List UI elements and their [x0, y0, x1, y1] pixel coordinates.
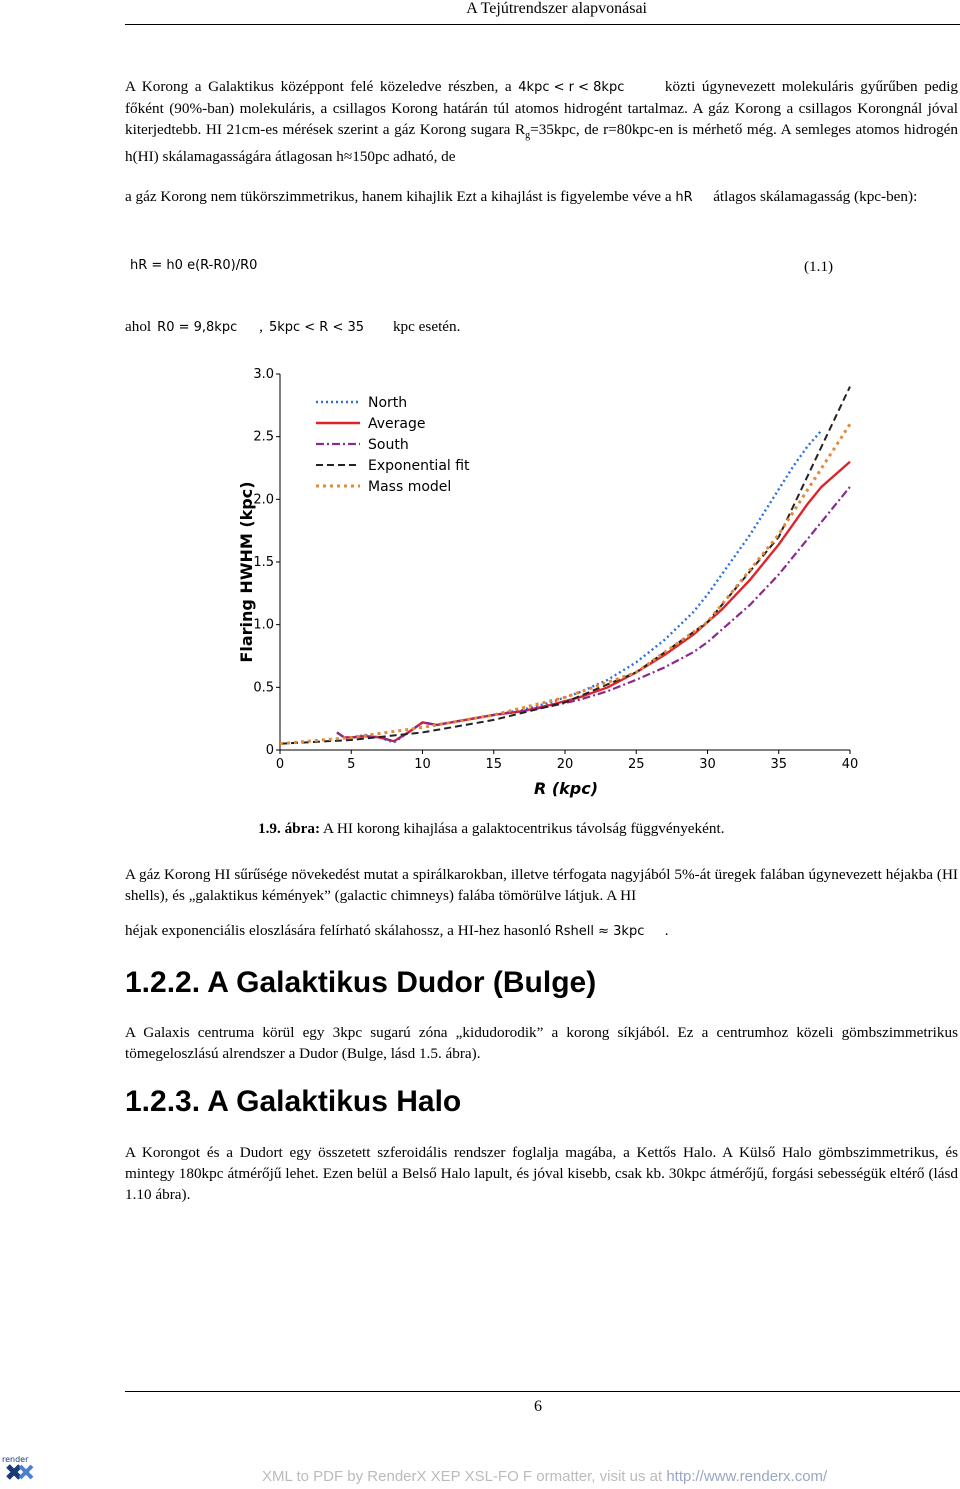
chart-y-tick-label: 2.0 [253, 492, 274, 508]
formula-r-interval: 5kpc < R < 35 [268, 319, 365, 335]
footer-rule [125, 1391, 960, 1392]
flaring-chart [218, 362, 868, 802]
where-tail: kpc esetén. [392, 318, 461, 335]
formula-rshell: Rshell ≈ 3kpc [554, 924, 645, 940]
chart-x-tick-label: 0 [275, 757, 285, 772]
chart-x-tick-label: 40 [841, 757, 859, 772]
chart-legend-label: Mass model [368, 479, 452, 495]
equation-number: (1.1) [804, 258, 834, 275]
chart-y-tick-label: 1.5 [253, 555, 274, 570]
footer-note-text: XML to PDF by RenderX XEP XSL-FO F ormatter, visit us at [262, 1468, 663, 1485]
p1-sub-g: g [525, 130, 531, 142]
paragraph-hi-suruseg: A gáz Korong HI sűrűsége növekedést mutat a spirálkarokban, illetve térfogata nagyjából 5%-át üregek falában úgynevezett héjakba (HI shells), és „galaktikus kémények” (galactic chimneys) falába tömörülve látjuk. A HI [125, 866, 958, 904]
paragraph-hejak [125, 920, 958, 942]
chart-x-tick-label: 30 [699, 757, 716, 772]
chart-ylabel: Flaring HWHM (kpc) [237, 481, 256, 663]
p1-text-b: közti úgynevezett molekuláris gyűrűben pedig főként (90%-ban) molekuláris, a csillagos Korong határán túl atomos hidrogént tartalmaz. A gáz Korong a csillagos Korongnál jóval kiterjedtebb. HI 21cm-es mérések szerint a gáz Korong sugara R [125, 78, 959, 139]
heading-halo: 1.2.3. A Galaktikus Halo [125, 1085, 462, 1118]
paragraph-korong [125, 76, 958, 167]
chart-y-tick-label: 0 [265, 743, 274, 758]
paragraph-kihajlas [125, 186, 958, 208]
chart-y-tick-label: 3.0 [253, 367, 274, 382]
renderx-logo [2, 1454, 38, 1484]
p3b-text-b: . [664, 922, 669, 939]
chart-y-tick-label: 2.5 [253, 429, 274, 445]
chart-legend-label: North [368, 395, 408, 411]
footer-link[interactable]: http://www.renderx.com/ [666, 1468, 828, 1485]
where-ahol: ahol [125, 318, 152, 335]
paragraph-bulge: A Galaxis centruma körül egy 3kpc sugarú zóna „kidudorodik” a korong síkjából. Ez a centrumhoz közeli gömbszimmetrikus tömegeloszlású alrendszer a Dudor (Bulge, lásd 1.5. ábra). [125, 1024, 958, 1062]
chart-series-south [337, 487, 850, 741]
chart-legend-label: South [368, 437, 409, 453]
paragraph-halo: A Korongot és a Dudort egy összetett szferoidális rendszer foglalja magába, a Kettős Halo. A Külső Halo gömbszimmetrikus, és mintegy 180kpc átmérőjű lehet. Ezen belül a Belső Halo lapult, és jóval kisebb, csak kb. 30kpc átmérőjű, forgási sebességük eltérő (lásd 1.10 ábra). [125, 1144, 958, 1203]
figure-caption-label: 1.9. ábra: [258, 820, 321, 837]
where-line [125, 318, 460, 336]
p2-text-b: átlagos skálamagasság (kpc-ben): [713, 188, 918, 205]
figure-caption-text: A HI korong kihajlása a galaktocentrikus távolság függvényeként. [322, 820, 725, 837]
page-number: 6 [534, 1398, 542, 1415]
chart-series-mass-model [280, 424, 850, 744]
chart-legend-label: Exponential fit [368, 458, 470, 474]
formula-hr: hR [675, 190, 693, 206]
chart-legend-label: Average [368, 416, 426, 432]
p3b-text-a: héjak exponenciális eloszlására felírható skálahossz, a HI-hez hasonló [125, 922, 551, 939]
chart-x-tick-label: 35 [770, 757, 788, 772]
heading-bulge: 1.2.2. A Galaktikus Dudor (Bulge) [125, 966, 597, 999]
formula-r0: R0 = 9,8kpc [157, 319, 238, 335]
chart-y-tick-label: 1.0 [253, 617, 274, 633]
chart-series-exponential-fit [280, 387, 850, 744]
where-comma: , [259, 318, 263, 335]
formula-r-range: 4kpc < r < 8kpc [518, 80, 625, 96]
chart-x-tick-label: 25 [627, 757, 645, 772]
chart-x-tick-label: 10 [414, 757, 431, 772]
p1-text-c: =35kpc, de r=80kpc-en is mérhető még. A semleges atomos hidrogén h(HI) skálamagasságára átlagosan h≈150pc adható, de [125, 121, 958, 166]
equation-hr: hR = h0 e(R-R0)/R0 [130, 258, 258, 273]
p1-text-a: A Korong a Galaktikus középpont felé közeledve részben, a [125, 78, 512, 95]
figure-caption [258, 820, 725, 838]
chart-x-tick-label: 5 [347, 757, 356, 772]
footer-note [262, 1468, 827, 1485]
chart-series-average [337, 462, 850, 741]
header-rule [125, 24, 960, 25]
p2-text-a: a gáz Korong nem tükörszimmetrikus, hanem kihajlik Ezt a kihajlást is figyelembe véve a [125, 188, 672, 205]
svg-text:render: render [2, 1455, 29, 1464]
running-header: A Tejútrendszer alapvonásai [466, 0, 647, 17]
chart-series-north [337, 430, 822, 742]
chart-xlabel: R (kpc) [533, 779, 599, 798]
chart-x-tick-label: 20 [556, 757, 574, 772]
chart-y-tick-label: 0.5 [253, 680, 274, 696]
chart-x-tick-label: 15 [485, 757, 503, 772]
